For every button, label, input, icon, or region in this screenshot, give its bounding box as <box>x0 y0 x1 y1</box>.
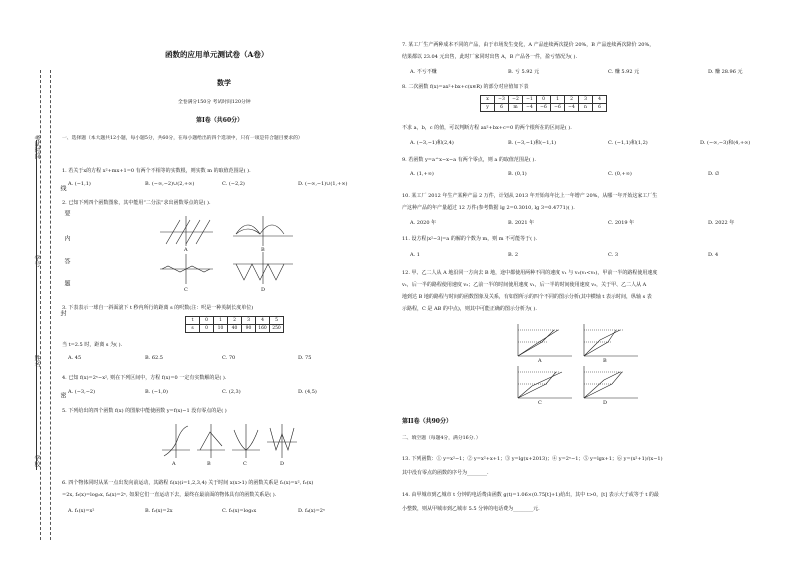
q12-label-c: C <box>538 400 542 406</box>
table-cell: m <box>509 104 523 112</box>
q6-line1: 6. 四个物体同时从某一点出发向前运动，其路程 fᵢ(x)(i=1,2,3,4) 关于时间 x(x>1) 的函数关系是 f₁(x)=x², f₂(x) <box>62 480 314 486</box>
q13-line1: 13. 下列函数：① y=x²−1；② y=x²+x+1；③ y=lg(x+2013)；④ y=2ˣ−1；⑤ y=lgx+1；⑥ y=(x²+1)/(x−1) <box>402 456 663 462</box>
q3-option-c[interactable]: C. 70 <box>222 355 236 361</box>
q3-option-d[interactable]: D. 75 <box>298 355 312 361</box>
table-cell: 3 <box>242 317 256 325</box>
subject-title: 数学 <box>217 78 231 87</box>
part1-heading: 第I卷（共60分） <box>196 117 244 124</box>
q10-option-b[interactable]: B. 2021 年 <box>508 220 535 226</box>
q4-option-d[interactable]: D. (4,5) <box>298 389 317 395</box>
q12-label-a: A <box>538 358 542 364</box>
table-cell: −3 <box>495 96 509 104</box>
q1-option-d[interactable]: D. (−∞,−1)∪(1,+∞) <box>298 181 348 187</box>
table-row <box>481 96 607 104</box>
q5-label-a: A <box>172 461 176 467</box>
q4-option-c[interactable]: C. (2,3) <box>222 389 241 395</box>
q6-option-c[interactable]: C. f₃(x)=log₂x <box>222 508 257 514</box>
table-cell: 0 <box>537 96 551 104</box>
q10-option-c[interactable]: C. 2019 年 <box>608 220 635 226</box>
q3-stem: 3. 下表表示一球自一斜面滚下 t 秒内所行的距离 s 的呎数(注：呎是一种英制长度单位) <box>62 305 254 311</box>
q9-stem: 9. 若函数 y=a^x−x−a 有两个零点，则 a 的取值范围是( ). <box>402 157 536 163</box>
table-cell: 4 <box>593 96 607 104</box>
q11-stem: 11. 设方程|x²−3|=a 的解的个数为 m，则 m 不可能等于( ). <box>402 236 538 242</box>
table-cell: y <box>481 104 495 112</box>
q9-option-b[interactable]: B. (0,1) <box>508 171 527 177</box>
q5-label-b: B <box>207 461 211 467</box>
q7-line1: 7. 某工厂生产两种成本不同的产品，由于市场发生变化，A 产品连续两次提价 20%，B 产品连续两次降价 20%， <box>402 42 655 48</box>
q8-table <box>480 95 607 112</box>
q14-line2: 小整数，则从甲城市到乙城市 5.5 分钟的电话费为________元. <box>402 506 540 512</box>
q7-option-a[interactable]: A. 不亏不赚 <box>410 69 437 75</box>
q5-stem: 5. 下列给出的四个函数 f(x) 的图象中能使函数 y=f(x)−1 没有零点的是( ) <box>62 408 227 414</box>
table-cell: 0 <box>200 325 214 333</box>
exam-title: 函数的应用单元测试卷（A卷） <box>165 50 269 59</box>
mark-line: 线 <box>59 185 66 191</box>
q8-option-c[interactable]: C. (−1,1)和(1,2) <box>608 140 648 146</box>
q12-line1: 12. 甲、乙二人从 A 地沿同一方向去 B 地，途中都使用两种不同的速度 v₁ 与 v₂(v₁<v₂)，甲前一半的路程使用速度 <box>402 270 658 276</box>
q5-label-d: D <box>280 461 285 467</box>
q7-option-c[interactable]: C. 赚 5.92 元 <box>608 69 640 75</box>
mark-da: 答 <box>63 258 70 264</box>
q11-option-b[interactable]: B. 2 <box>508 252 519 258</box>
q11-option-a[interactable]: A. 1 <box>410 252 420 258</box>
table-cell: 250 <box>270 325 284 333</box>
q12-line2: v₁，后一半的路程使用速度 v₂；乙前一半的时间使用速度 v₁，后一半的时间使用速度 v₂，关于甲、乙二人从 A <box>402 282 647 288</box>
q8-option-a[interactable]: A. (−3,−1)和(2,4) <box>410 140 454 146</box>
section1-heading: 一、选择题（本大题共12小题，每小题5分，共60分，在每小题给出的四个选项中，只有一项是符合题目要求的） <box>62 136 303 141</box>
label-student-id: 学号 <box>33 255 40 267</box>
table-row <box>481 104 607 112</box>
q3-option-b[interactable]: B. 62.5 <box>145 355 163 361</box>
table-cell: 6 <box>495 104 509 112</box>
table-cell: 6 <box>593 104 607 112</box>
label-name: 姓名 <box>33 355 40 367</box>
table-cell: −4 <box>565 104 579 112</box>
q3-follow: 当 t=2.5 时，距离 s 为( ). <box>62 342 123 348</box>
q10-option-d[interactable]: D. 2022 年 <box>708 220 735 226</box>
table-row <box>186 317 284 325</box>
table-cell: 160 <box>256 325 270 333</box>
q2-graphs <box>158 214 298 289</box>
q5-label-c: C <box>243 461 247 467</box>
q1-option-b[interactable]: B. (−∞,−2)∪(2,+∞) <box>145 181 195 187</box>
q9-option-d[interactable]: D. ∅ <box>708 171 720 177</box>
q12-label-d: D <box>603 400 608 406</box>
q1-option-c[interactable]: C. (−2,2) <box>222 181 245 187</box>
table-cell: 4 <box>256 317 270 325</box>
q5-graphs <box>160 420 300 460</box>
table-cell: −1 <box>523 96 537 104</box>
table-cell: s <box>186 325 200 333</box>
table-cell: 5 <box>270 317 284 325</box>
table-cell: 40 <box>228 325 242 333</box>
binding-line-inner <box>50 70 51 540</box>
table-cell: 90 <box>242 325 256 333</box>
q13-line2: 其中没有零点的函数的序号为________. <box>402 470 489 476</box>
q12-graphs <box>512 322 642 402</box>
q8-option-b[interactable]: B. (−3,−1)和(−1,1) <box>508 140 557 146</box>
q7-line2: 结果都以 23.04 元出售，此时厂家同时出售 A，B 产品各一件，盈亏情况为( ). <box>402 54 578 60</box>
table-cell: x <box>481 96 495 104</box>
q1-stem: 1. 若关于x的方程 x²+mx+1=0 有两个不相等的实数根，则实数 m 的取值范围是( ). <box>62 168 251 174</box>
q10-line1: 10. 某工厂 2012 年生产某种产品 2 万件，计划从 2013 年开始每年比上一年增产 20%，从哪一年开始这家工厂生 <box>402 193 658 199</box>
q8-follow: 不求 a，b，c 的值，可以判断方程 ax²+bx+c=0 的两个根所在的区间是( ). <box>402 125 572 131</box>
q2-label-a: A <box>184 247 188 253</box>
q7-option-d[interactable]: D. 赚 28.96 元 <box>708 69 743 75</box>
table-cell: −6 <box>537 104 551 112</box>
mark-feng: 封 <box>59 310 66 316</box>
q6-line2: =2x, f₃(x)=log₂x, f₄(x)=2ˣ, 如果它们一直运动下去，最终在最前面的物体具有的函数关系是( ). <box>62 492 277 498</box>
exam-info: 全卷满分150分 考试时间120分钟 <box>178 100 251 105</box>
q2-stem: 2. 已知下列四个函数图象，其中能用“二分法”求出函数零点的是( ). <box>62 200 211 206</box>
q6-option-d[interactable]: D. f₄(x)=2ˣ <box>298 508 326 514</box>
q9-option-a[interactable]: A. (1,+∞) <box>410 171 434 177</box>
q7-option-b[interactable]: B. 亏 5.92 元 <box>508 69 540 75</box>
q10-option-a[interactable]: A. 2020 年 <box>410 220 437 226</box>
q11-option-c[interactable]: C. 3 <box>608 252 619 258</box>
table-cell: 1 <box>214 317 228 325</box>
table-cell: n <box>579 104 593 112</box>
table-cell: 3 <box>579 96 593 104</box>
q3-table <box>185 316 284 333</box>
table-cell: 2 <box>228 317 242 325</box>
q3-option-a[interactable]: A. 45 <box>68 355 82 361</box>
table-cell: 2 <box>565 96 579 104</box>
table-cell: t <box>186 317 200 325</box>
table-cell: 1 <box>551 96 565 104</box>
q11-option-d[interactable]: D. 4 <box>708 252 719 258</box>
q2-label-c: C <box>184 287 188 293</box>
section2-heading: 二、填空题（每题4分，满分16分．） <box>402 436 481 441</box>
q12-line4: 示路程，C 是 AB 的中点)，则其中可能正确的图示分析为( ). <box>402 306 537 312</box>
binding-underline <box>36 140 37 470</box>
part2-heading: 第II卷（共90分） <box>402 418 452 425</box>
mark-ti: 题 <box>63 280 70 286</box>
q4-stem: 4. 已知 f(x)=2ˣ−x², 则在下列区间中，方程 f(x)=0 一定有实数解的是( ). <box>62 375 227 381</box>
q10-line2: 产这种产品的年产量超过 12 万件(参考数据 lg 2=0.3010, lg 3=0.4771)( ). <box>402 205 575 211</box>
q6-option-a[interactable]: A. f₁(x)=x² <box>68 508 95 514</box>
q6-option-b[interactable]: B. f₂(x)=2x <box>145 508 173 514</box>
q1-option-a[interactable]: A. (−1,1) <box>68 181 91 187</box>
q9-option-c[interactable]: C. (0,+∞) <box>608 171 632 177</box>
q8-stem: 8. 二次函数 f(x)=ax²+bx+c(x∈R) 的部分对应值如下表 <box>402 84 529 90</box>
q4-option-b[interactable]: B. (−1,0) <box>145 389 168 395</box>
mark-yao: 要 <box>63 210 70 216</box>
q2-label-b: B <box>261 247 265 253</box>
q12-label-b: B <box>603 358 607 364</box>
table-cell: −6 <box>551 104 565 112</box>
table-row <box>186 325 284 333</box>
mark-mi: 密 <box>59 392 66 398</box>
table-cell: −2 <box>509 96 523 104</box>
q2-label-d: D <box>261 287 266 293</box>
table-cell: 10 <box>214 325 228 333</box>
label-exam-time: 考试时间 <box>33 135 40 159</box>
q14-line1: 14. 由甲城市到乙城市 t 分钟的电话费由函数 g(t)=1.06×(0.75[t]+1)给出，其中 t>0，[t] 表示大于或等于 t 的最 <box>402 492 659 498</box>
table-cell: −4 <box>523 104 537 112</box>
q12-line3: 地到达 B 地的路程与时间的函数图象及关系，有如图所示的四个不同的图示分析(其中横轴 t 表示时间，纵轴 s 表 <box>402 294 652 300</box>
mark-nei: 内 <box>63 235 70 241</box>
label-school: 学校 <box>33 455 40 467</box>
q4-option-a[interactable]: A. (−3,−2) <box>68 389 96 395</box>
q8-option-d[interactable]: D. (−∞,−3)和(4,+∞) <box>700 140 751 146</box>
table-cell: 0 <box>200 317 214 325</box>
